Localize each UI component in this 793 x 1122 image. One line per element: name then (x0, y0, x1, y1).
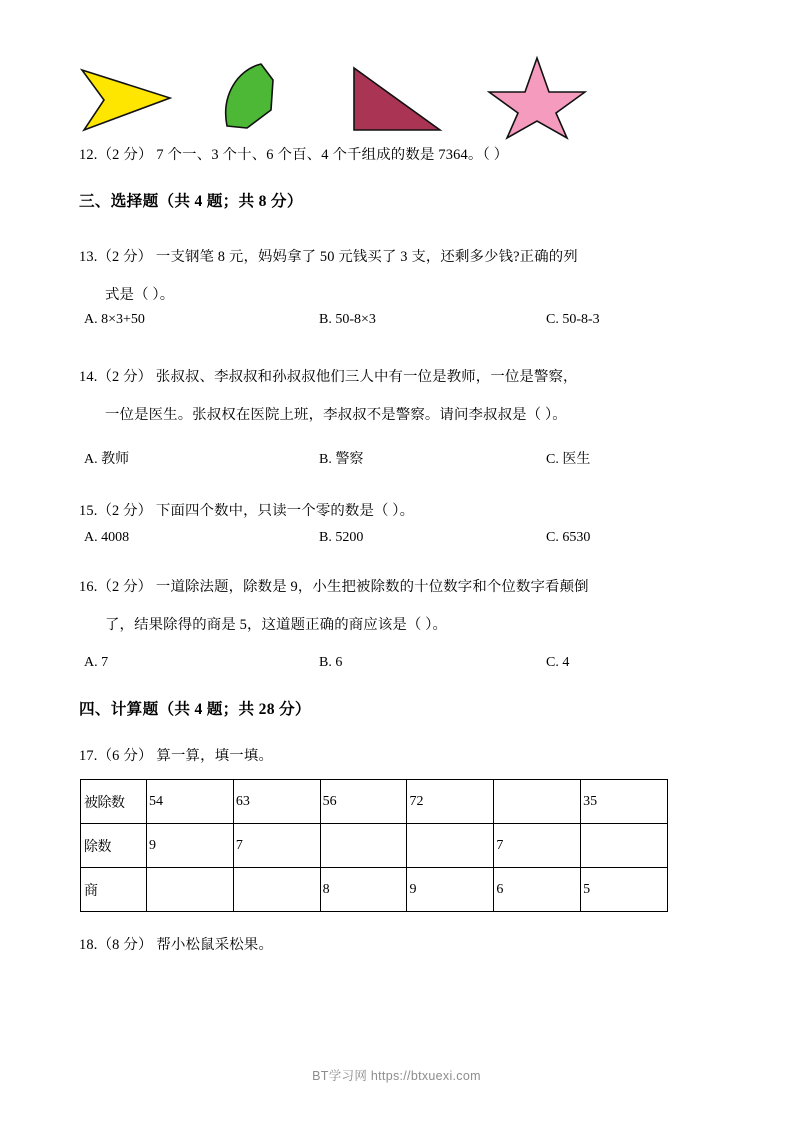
table-cell[interactable]: 7 (494, 824, 581, 868)
question-16-option-b[interactable]: B. 6 (319, 655, 343, 670)
table-cell[interactable] (147, 868, 234, 912)
shape-pink-star (487, 48, 617, 140)
section-3-heading: 三、选择题（共 4 题；共 8 分） (79, 193, 303, 210)
section-4-heading: 四、计算题（共 4 题；共 28 分） (79, 701, 311, 718)
table-row-header-divisor: 除数 (81, 824, 147, 868)
question-13-option-b[interactable]: B. 50-8×3 (319, 312, 376, 327)
question-15-line-1: 15.（2 分） 下面四个数中，只读一个零的数是（ ）。 (79, 503, 415, 519)
green-leaf-icon (213, 48, 303, 140)
table-cell[interactable]: 56 (320, 780, 407, 824)
table-cell[interactable]: 54 (147, 780, 234, 824)
table-row (81, 868, 668, 912)
question-15-option-c[interactable]: C. 6530 (546, 530, 591, 545)
yellow-arrow-icon (78, 48, 188, 140)
question-13-option-a[interactable]: A. 8×3+50 (84, 312, 145, 327)
table-row (81, 780, 668, 824)
question-16-body (79, 568, 727, 644)
table-cell[interactable]: 6 (494, 868, 581, 912)
table-cell[interactable] (320, 824, 407, 868)
question-15-option-b[interactable]: B. 5200 (319, 530, 364, 545)
shape-yellow-arrow (78, 48, 208, 140)
question-13-line-2: 式是（ ）。 (105, 287, 175, 303)
pink-star-icon (487, 48, 587, 140)
question-18-prompt: 18.（8 分） 帮小松鼠采松果。 (79, 937, 274, 953)
question-13-line-1: 13.（2 分） 一支钢笔 8 元，妈妈拿了 50 元钱买了 3 支，还剩多少钱?正确的列 (79, 249, 578, 265)
question-14-option-c[interactable]: C. 医生 (546, 452, 591, 467)
table-cell[interactable]: 7 (233, 824, 320, 868)
table-cell[interactable] (494, 780, 581, 824)
table-cell[interactable] (407, 824, 494, 868)
question-13-options (79, 312, 727, 334)
table-row-header-dividend: 被除数 (81, 780, 147, 824)
table-cell[interactable]: 8 (320, 868, 407, 912)
question-17-prompt: 17.（6 分） 算一算，填一填。 (79, 748, 274, 764)
question-16-option-c[interactable]: C. 4 (546, 655, 570, 670)
question-16-line-2: 了，结果除得的商是 5，这道题正确的商应该是（ ）。 (105, 617, 448, 633)
question-16-options (79, 655, 727, 677)
question-14-body (79, 358, 727, 434)
question-14-option-b[interactable]: B. 警察 (319, 452, 364, 467)
maroon-triangle-icon (348, 48, 458, 140)
question-14-line-2: 一位是医生。张叔权在医院上班，李叔叔不是警察。请问李叔叔是（ ）。 (105, 407, 567, 423)
table-row-header-quotient: 商 (81, 868, 147, 912)
table-cell[interactable]: 35 (581, 780, 668, 824)
footer-watermark: BT学习网 https://btxuexi.com (312, 1069, 481, 1083)
question-17-table (80, 779, 668, 912)
shape-maroon-triangle (348, 48, 478, 140)
question-13-option-c[interactable]: C. 50-8-3 (546, 312, 600, 327)
question-15-body (79, 492, 727, 530)
question-13-body (79, 238, 727, 314)
shape-green-leaf (213, 48, 343, 140)
table-cell[interactable]: 72 (407, 780, 494, 824)
table-cell[interactable]: 63 (233, 780, 320, 824)
shapes-illustration-row (0, 48, 793, 140)
question-12-text: 12.（2 分） 7 个一、3 个十、6 个百、4 个千组成的数是 7364。（ ） (79, 147, 509, 163)
table-cell[interactable]: 5 (581, 868, 668, 912)
question-15-option-a[interactable]: A. 4008 (84, 530, 130, 545)
table-cell[interactable]: 9 (407, 868, 494, 912)
question-16-line-1: 16.（2 分） 一道除法题，除数是 9，小生把被除数的十位数字和个位数字看颠倒 (79, 579, 589, 595)
question-14-options (79, 448, 727, 470)
table-cell[interactable] (581, 824, 668, 868)
table-cell[interactable] (233, 868, 320, 912)
question-16-option-a[interactable]: A. 7 (84, 655, 109, 670)
question-15-options (79, 530, 727, 552)
question-14-option-a[interactable]: A. 教师 (84, 452, 130, 467)
question-14-line-1: 14.（2 分） 张叔叔、李叔叔和孙叔叔他们三人中有一位是教师，一位是警察， (79, 369, 578, 385)
table-cell[interactable]: 9 (147, 824, 234, 868)
table-row (81, 824, 668, 868)
